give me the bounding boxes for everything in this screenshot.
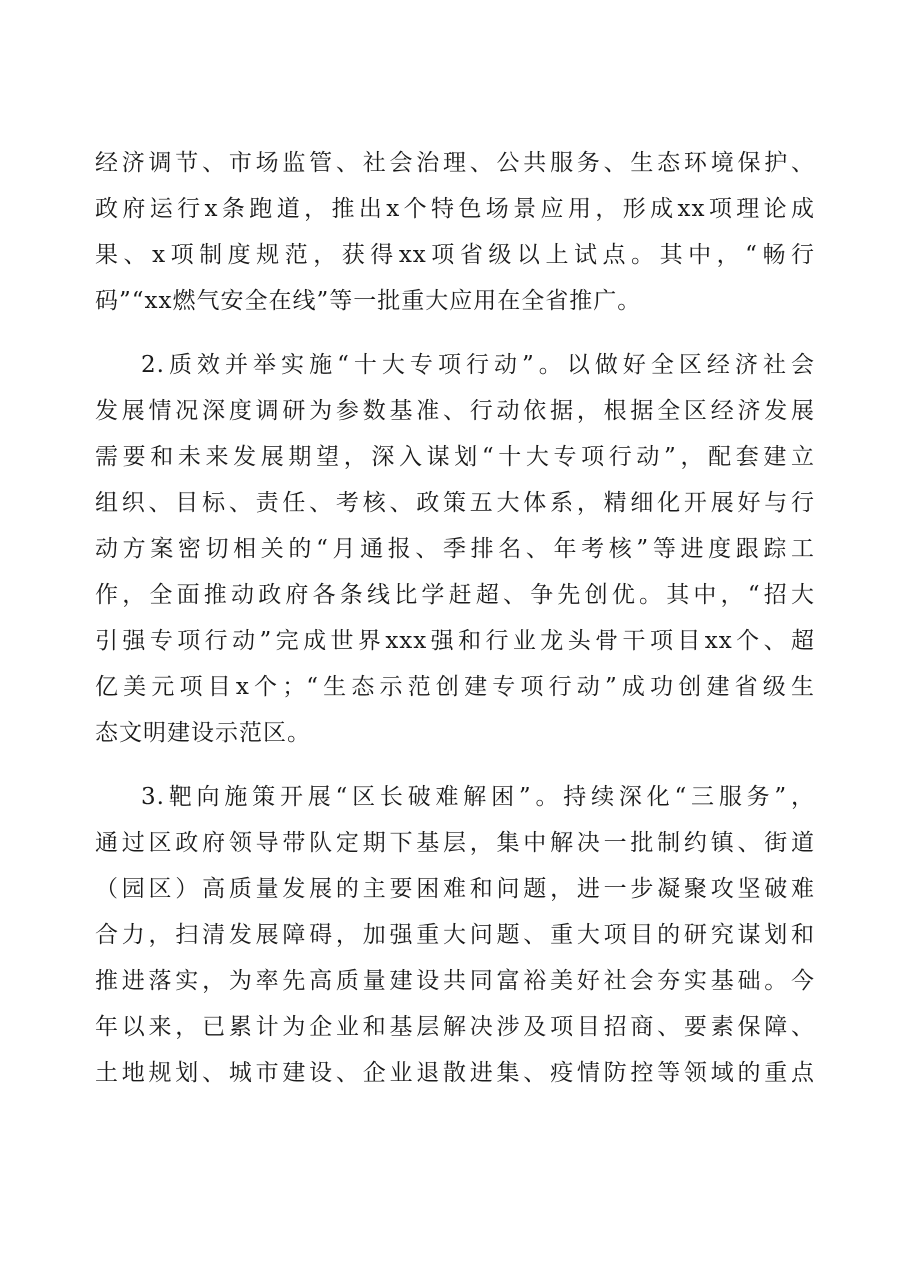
text-line: 经济调节、市场监管、社会治理、公共服务、生态环境保护、 <box>95 150 815 176</box>
text-line: 态文明建设示范区。 <box>95 720 311 746</box>
text-line: 推进落实，为率先高质量建设共同富裕美好社会夯实基础。今 <box>95 968 815 994</box>
document-body <box>95 140 815 1096</box>
paragraph-gap <box>95 756 815 774</box>
paragraph-gap <box>95 324 815 342</box>
text-line: （园区）高质量发展的主要困难和问题，进一步凝聚攻坚破难 <box>95 876 815 902</box>
text-line: 2.质效并举实施“十大专项行动”。以做好全区经济社会 <box>141 352 815 378</box>
text-line: 亿美元项目x个；“生态示范创建专项行动”成功创建省级生 <box>95 674 815 700</box>
text-line: 引强专项行动”完成世界xxx强和行业龙头骨干项目xx个、超 <box>95 628 815 654</box>
text-line: 3.靶向施策开展“区长破难解困”。持续深化“三服务”， <box>141 784 815 810</box>
text-line: 通过区政府领导带队定期下基层，集中解决一批制约镇、街道 <box>95 830 815 856</box>
text-line: 政府运行x条跑道，推出x个特色场景应用，形成xx项理论成 <box>95 196 815 222</box>
text-line: 合力，扫清发展障碍，加强重大问题、重大项目的研究谋划和 <box>95 922 815 948</box>
text-line: 年以来，已累计为企业和基层解决涉及项目招商、要素保障、 <box>95 1014 815 1040</box>
text-line: 动方案密切相关的“月通报、季排名、年考核”等进度跟踪工 <box>95 536 815 562</box>
text-line: 码”“xx燃气安全在线”等一批重大应用在全省推广。 <box>95 288 642 314</box>
text-line: 需要和未来发展期望，深入谋划“十大专项行动”，配套建立 <box>95 444 815 470</box>
paragraph-1 <box>95 140 815 324</box>
text-line: 发展情况深度调研为参数基准、行动依据，根据全区经济发展 <box>95 398 815 424</box>
text-line: 组织、目标、责任、考核、政策五大体系，精细化开展好与行 <box>95 490 815 516</box>
text-line: 果、x项制度规范，获得xx项省级以上试点。其中，“畅行 <box>95 242 815 268</box>
text-line: 作，全面推动政府各条线比学赶超、争先创优。其中，“招大 <box>95 582 815 608</box>
paragraph-3 <box>95 774 815 1096</box>
text-line: 土地规划、城市建设、企业退散进集、疫情防控等领域的重点 <box>95 1060 815 1086</box>
paragraph-2 <box>95 342 815 756</box>
